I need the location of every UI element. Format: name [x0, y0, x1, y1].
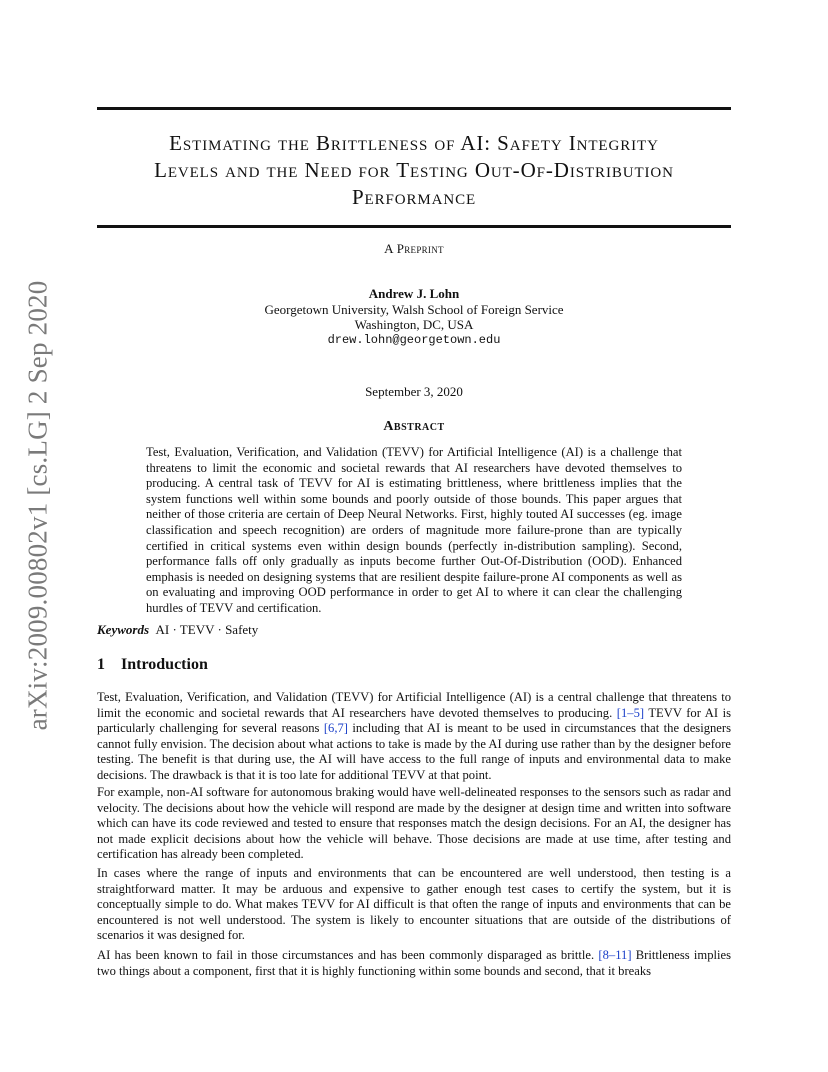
keywords-text: AI · TEVV · Safety [155, 622, 259, 637]
keywords-label: Keywords [97, 622, 149, 637]
abstract-text: Test, Evaluation, Verification, and Validation (TEVV) for Artificial Intelligence (AI) is a challenge that threatens to limit the economic and societal rewards that AI researchers have devoted themselves to producing. A central task of TEVV for AI is estimating brittleness, where brittleness implies that the system functions well within some bounds and poorly outside of those bounds. This paper argues that neither of those criteria are certain of Deep Neural Networks. First, highly touted AI successes (eg. image classification and speech recognition) are orders of magnitude more failure-prone than are typically certified in critical systems even within design bounds (perfectly in-distribution sampling). Second, performance falls off only gradually as inputs become further Out-Of-Distribution (OOD). Enhanced emphasis is needed on designing systems that are resilient despite failure-prone AI components as well as on evaluating and improving OOD performance in order to get AI to where it can clear the challenging hurdles of TEVV and certification. [146, 445, 682, 615]
title-top-rule [97, 107, 731, 110]
title-line-1: Estimating the Brittleness of AI: Safety Integrity [169, 131, 659, 155]
arxiv-id-text: arXiv:2009.00802v1 [cs.LG] 2 Sep 2020 [22, 280, 53, 730]
section-title: Introduction [121, 656, 208, 673]
citation-link[interactable]: [ 8–11 ] [598, 948, 631, 962]
intro-paragraph-2: For example, non-AI software for autonomous braking would have well-delineated responses to the sensors such as radar and velocity. The decisions about how the vehicle will respond are made by the designer at design time and written into software which can have its code reviewed and tested to ensure that responses match the design decisions. For an AI, the designer has not made explicit decisions about how the vehicle will behave. Those decisions are made at use time, after testing and certification has already been completed. [97, 785, 731, 862]
title-line-3: Performance [351, 185, 477, 209]
citation-link[interactable]: [ 6,7 ] [324, 721, 348, 735]
p1-text-b: TEVV for AI is particularly challenging for several reasons [97, 705, 731, 736]
preprint-label: A Preprint [384, 241, 444, 256]
section-heading-introduction [97, 656, 208, 674]
publication-date: September 3, 2020 [365, 384, 463, 399]
intro-paragraph-4 [97, 948, 731, 979]
intro-paragraph-1 [97, 690, 731, 784]
p1-text-a: Test, Evaluation, Verification, and Validation (TEVV) for Artificial Intelligence (AI) is a central challenge that threatens to limit the economic and societal rewards that AI researchers have devoted themselves to producing. [97, 690, 731, 720]
author-email: drew.lohn@georgetown.edu [327, 332, 501, 347]
author-block [97, 286, 731, 348]
keywords-line [97, 622, 258, 638]
citation-link[interactable]: [ 1–5 ] [617, 706, 644, 720]
intro-paragraph-3: In cases where the range of inputs and environments that can be encountered are well understood, then testing is a straightforward matter. It may be arduous and expensive to gather enough test cases to certify the system, but it is conceptually simple to do. What makes TEVV for AI difficult is that often the range of inputs and environments that can be encountered is not well understood. The system is likely to encounter situations that are outside of the distributions of scenarios it was designed for. [97, 866, 731, 943]
title-bottom-rule [97, 225, 731, 228]
author-location: Washington, DC, USA [354, 317, 474, 332]
abstract-heading: Abstract [383, 419, 445, 434]
arxiv-side-identifier [18, 280, 58, 730]
p1-text-c: including that AI is meant to be used in circumstances that the designers cannot fully envision. The decision about what actions to take is made by the AI during use rather than by the designer before testing. The benefit is that during use, the AI will have access to the full range of inputs and environmental data to make decisions. The drawback is that it is too late for additional TEVV at that point. [97, 721, 731, 782]
author-name: Andrew J. Lohn [368, 286, 460, 301]
section-number: 1 [97, 656, 105, 673]
p4-text-b: Brittleness implies two things about a component, first that it is highly functioning within some bounds and second, that it breaks [97, 948, 731, 978]
author-affiliation: Georgetown University, Walsh School of Foreign Service [264, 301, 564, 317]
title-line-2: Levels and the Need for Testing Out-Of-Distribution [154, 158, 674, 182]
paper-title [97, 130, 731, 211]
p4-text-a: AI has been known to fail in those circumstances and has been commonly disparaged as brittle. [97, 948, 599, 962]
